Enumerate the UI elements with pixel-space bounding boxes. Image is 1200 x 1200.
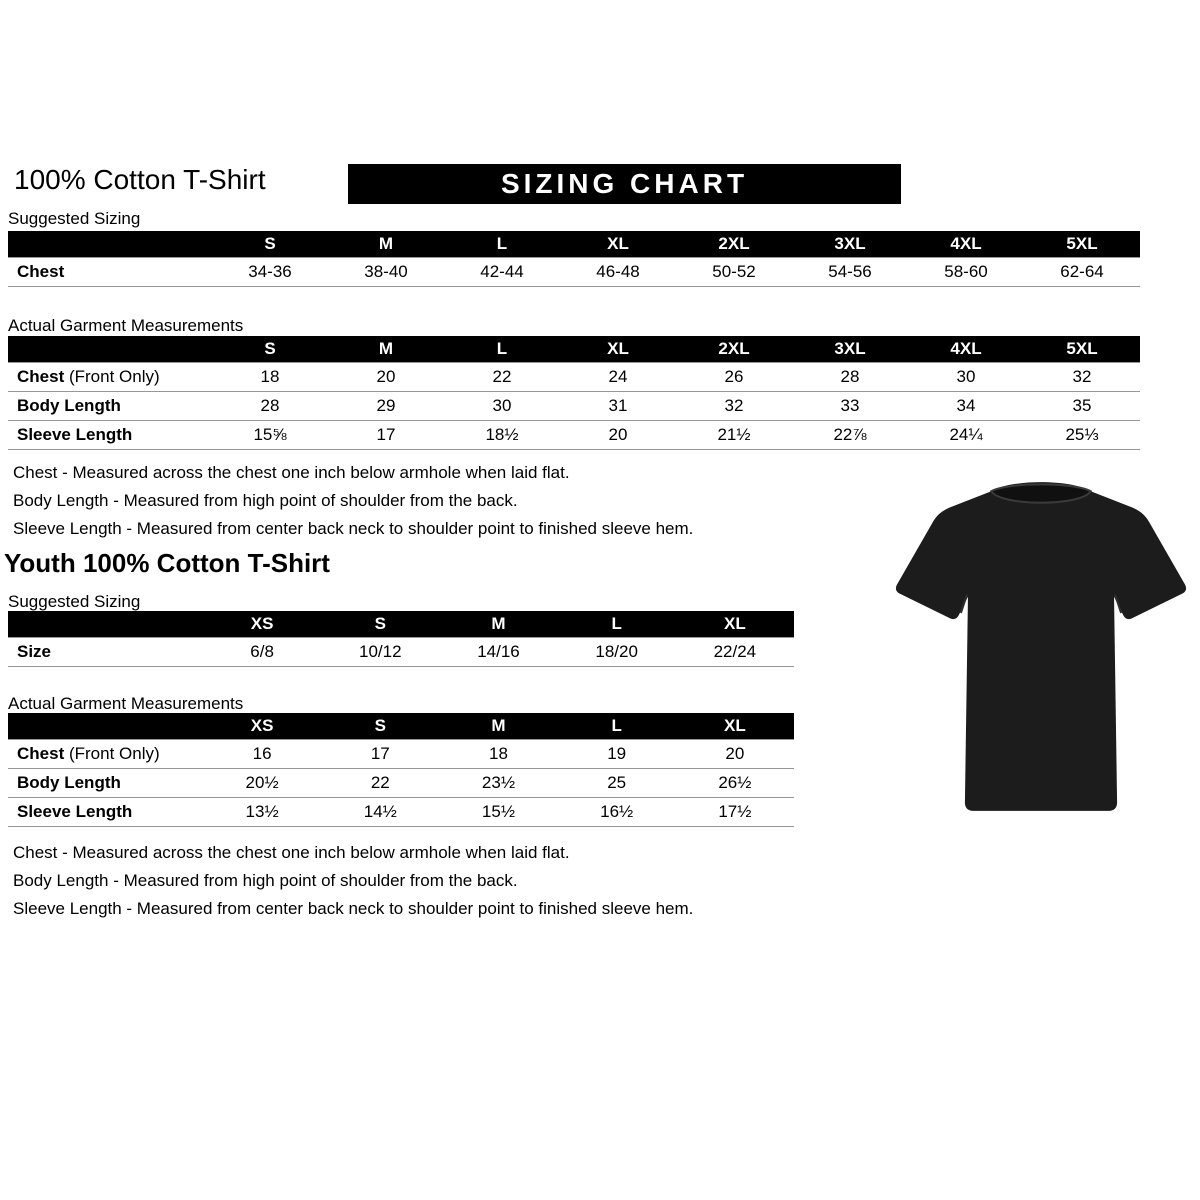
row-label: Chest (Front Only) (8, 362, 212, 391)
size-column-header: 3XL (792, 336, 908, 362)
measurement-value: 25 (558, 768, 676, 797)
measurement-value: 22⅞ (792, 420, 908, 449)
corner-cell (8, 336, 212, 362)
row-label: Body Length (8, 768, 203, 797)
row-label: Size (8, 637, 203, 666)
measurement-value: 30 (908, 362, 1024, 391)
measurement-value: 38-40 (328, 257, 444, 286)
measurement-value: 18½ (444, 420, 560, 449)
size-column-header: M (439, 713, 557, 739)
size-column-header: L (558, 713, 676, 739)
measurement-value: 42-44 (444, 257, 560, 286)
measurement-value: 34-36 (212, 257, 328, 286)
sizing-chart-banner (348, 164, 901, 204)
size-column-header: 5XL (1024, 231, 1140, 257)
measurement-value: 17½ (676, 797, 794, 826)
size-column-header: M (439, 611, 557, 637)
size-column-header: 3XL (792, 231, 908, 257)
size-column-header: XL (560, 231, 676, 257)
measurement-value: 54-56 (792, 257, 908, 286)
measurement-value: 29 (328, 391, 444, 420)
measurement-value: 15½ (439, 797, 557, 826)
measurement-row (8, 637, 794, 666)
size-column-header: L (444, 336, 560, 362)
youth-measurement-notes (13, 839, 693, 923)
measurement-value: 20 (328, 362, 444, 391)
measurement-value: 24¼ (908, 420, 1024, 449)
measurement-row (8, 739, 794, 768)
measurement-value: 22 (444, 362, 560, 391)
measurement-value: 10/12 (321, 637, 439, 666)
size-column-header: S (212, 231, 328, 257)
measurement-value: 32 (1024, 362, 1140, 391)
size-column-header: XS (203, 713, 321, 739)
measurement-value: 34 (908, 391, 1024, 420)
note-chest: Chest - Measured across the chest one inch below armhole when laid flat. (13, 463, 570, 482)
youth-section-title: Youth 100% Cotton T-Shirt (4, 548, 330, 578)
measurement-value: 25⅓ (1024, 420, 1140, 449)
size-column-header: S (321, 611, 439, 637)
size-column-header: XL (676, 713, 794, 739)
measurement-value: 14/16 (439, 637, 557, 666)
size-column-header: 4XL (908, 231, 1024, 257)
page-title: 100% Cotton T-Shirt (14, 164, 266, 195)
row-label: Chest (Front Only) (8, 739, 203, 768)
measurement-row (8, 257, 1140, 286)
measurement-value: 20 (676, 739, 794, 768)
size-column-header: 4XL (908, 336, 1024, 362)
measurement-value: 6/8 (203, 637, 321, 666)
adult-suggested-sizing-label: Suggested Sizing (8, 209, 141, 228)
measurement-value: 18/20 (558, 637, 676, 666)
youth-actual-measurements-table (8, 713, 794, 827)
measurement-value: 30 (444, 391, 560, 420)
measurement-value: 26½ (676, 768, 794, 797)
row-label: Chest (8, 257, 212, 286)
size-header-row (8, 713, 794, 739)
size-header-row (8, 231, 1140, 257)
adult-suggested-sizing-table (8, 231, 1140, 287)
measurement-value: 33 (792, 391, 908, 420)
corner-cell (8, 713, 203, 739)
size-column-header: 2XL (676, 231, 792, 257)
measurement-value: 26 (676, 362, 792, 391)
adult-actual-measurements-table (8, 336, 1140, 450)
youth-suggested-sizing-table (8, 611, 794, 667)
row-label: Sleeve Length (8, 420, 212, 449)
measurement-row (8, 797, 794, 826)
measurement-value: 16½ (558, 797, 676, 826)
measurement-value: 22 (321, 768, 439, 797)
tshirt-body (896, 482, 1186, 811)
size-column-header: L (558, 611, 676, 637)
tshirt-image (893, 473, 1189, 823)
row-label: Sleeve Length (8, 797, 203, 826)
youth-actual-measurements-label: Actual Garment Measurements (8, 694, 244, 713)
note-chest: Chest - Measured across the chest one inch below armhole when laid flat. (13, 843, 570, 862)
measurement-value: 20½ (203, 768, 321, 797)
measurement-value: 62-64 (1024, 257, 1140, 286)
measurement-value: 50-52 (676, 257, 792, 286)
tshirt-collar-icon (991, 484, 1090, 502)
measurement-row (8, 768, 794, 797)
measurement-row (8, 391, 1140, 420)
note-sleeve-length: Sleeve Length - Measured from center back neck to shoulder point to finished sleeve hem. (13, 899, 694, 918)
measurement-value: 31 (560, 391, 676, 420)
measurement-value: 18 (212, 362, 328, 391)
measurement-value: 14½ (321, 797, 439, 826)
size-header-row (8, 611, 794, 637)
note-body-length: Body Length - Measured from high point of shoulder from the back. (13, 491, 518, 510)
measurement-value: 46-48 (560, 257, 676, 286)
measurement-row (8, 362, 1140, 391)
measurement-value: 23½ (439, 768, 557, 797)
note-body-length: Body Length - Measured from high point of shoulder from the back. (13, 871, 518, 890)
note-sleeve-length: Sleeve Length - Measured from center back neck to shoulder point to finished sleeve hem. (13, 519, 694, 538)
measurement-value: 58-60 (908, 257, 1024, 286)
adult-actual-measurements-label: Actual Garment Measurements (8, 316, 244, 335)
measurement-value: 16 (203, 739, 321, 768)
size-column-header: S (321, 713, 439, 739)
measurement-row (8, 420, 1140, 449)
size-header-row (8, 336, 1140, 362)
corner-cell (8, 231, 212, 257)
size-column-header: S (212, 336, 328, 362)
measurement-value: 24 (560, 362, 676, 391)
size-column-header: M (328, 231, 444, 257)
measurement-value: 17 (321, 739, 439, 768)
measurement-value: 28 (212, 391, 328, 420)
adult-measurement-notes (13, 459, 693, 543)
measurement-value: 22/24 (676, 637, 794, 666)
size-column-header: M (328, 336, 444, 362)
measurement-value: 21½ (676, 420, 792, 449)
measurement-value: 35 (1024, 391, 1140, 420)
youth-suggested-sizing-label: Suggested Sizing (8, 592, 141, 611)
banner-text: SIZING CHART (500, 168, 749, 199)
measurement-value: 18 (439, 739, 557, 768)
size-column-header: XL (676, 611, 794, 637)
size-column-header: L (444, 231, 560, 257)
measurement-value: 17 (328, 420, 444, 449)
row-label: Body Length (8, 391, 212, 420)
size-column-header: XS (203, 611, 321, 637)
measurement-value: 19 (558, 739, 676, 768)
measurement-value: 20 (560, 420, 676, 449)
size-column-header: 2XL (676, 336, 792, 362)
size-column-header: XL (560, 336, 676, 362)
size-column-header: 5XL (1024, 336, 1140, 362)
corner-cell (8, 611, 203, 637)
measurement-value: 28 (792, 362, 908, 391)
measurement-value: 13½ (203, 797, 321, 826)
measurement-value: 32 (676, 391, 792, 420)
measurement-value: 15⅝ (212, 420, 328, 449)
